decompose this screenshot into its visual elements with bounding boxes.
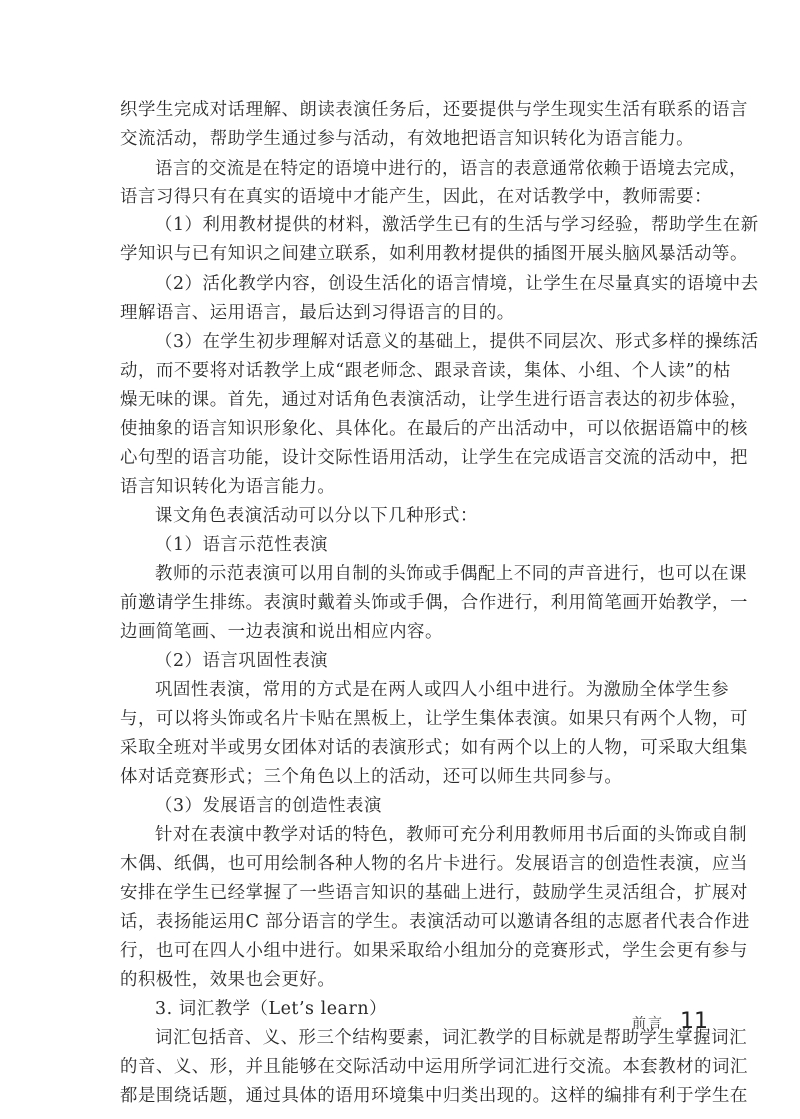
text-line: 安排在学生已经掌握了一些语言知识的基础上进行，鼓励学生灵活组合，扩展对 [120, 883, 748, 903]
text-line: 巩固性表演，常用的方式是在两人或四人小组中进行。为激励全体学生参 [155, 680, 730, 700]
text-line: 学知识与已有知识之间建立联系，如利用教材提供的插图开展头脑风暴活动等。 [120, 244, 748, 264]
subheading: （3）发展语言的创造性表演 [155, 796, 382, 816]
section-heading: 3. 词汇教学（Let’s learn） [155, 999, 388, 1019]
text-line: 话，表扬能运用C 部分语言的学生。表演活动可以邀请各组的志愿者代表合作进 [120, 912, 750, 932]
subheading: （1）语言示范性表演 [155, 535, 329, 555]
text-line: 行，也可在四人小组中进行。如果采取给小组加分的竞赛形式，学生会更有参与 [120, 941, 748, 961]
text-line: 木偶、纸偶，也可用绘制各种人物的名片卡进行。发展语言的创造性表演，应当 [120, 854, 748, 874]
subheading: （2）语言巩固性表演 [155, 651, 329, 671]
text-line: 理解语言、运用语言，最后达到习得语言的目的。 [120, 303, 515, 323]
text-line: 体对话竞赛形式；三个角色以上的活动，还可以师生共同参与。 [120, 767, 623, 787]
text-line: 语言的交流是在特定的语境中进行的，语言的表意通常依赖于语境去完成， [155, 159, 748, 179]
text-line: 语言知识转化为语言能力。 [120, 477, 336, 497]
text-line: 都是围绕话题，通过具体的语用环境集中归类出现的。这样的编排有利于学生在 [120, 1086, 748, 1106]
text-line: 边画简笔画、一边表演和说出相应内容。 [120, 622, 443, 642]
text-line: 使抽象的语言知识形象化、具体化。在最后的产出活动中，可以依据语篇中的核 [120, 419, 748, 439]
text-line: （3）在学生初步理解对话意义的基础上，提供不同层次、形式多样的操练活 [155, 332, 759, 352]
text-line: 教师的示范表演可以用自制的头饰或手偶配上不同的声音进行，也可以在课 [155, 564, 748, 584]
text-line: 燥无味的课。首先，通过对话角色表演活动，让学生进行语言表达的初步体验， [120, 390, 748, 410]
text-line: 的积极性，效果也会更好。 [120, 970, 336, 990]
section-label: 前言 [632, 1016, 664, 1032]
text-line: 动，而不要将对话教学上成“跟老师念、跟录音读，集体、小组、个人读”的枯 [120, 361, 731, 381]
text-line: 语言习得只有在真实的语境中才能产生，因此，在对话教学中，教师需要： [120, 187, 713, 207]
text-line: （1）利用教材提供的材料，激活学生已有的生活与学习经验，帮助学生在新 [155, 215, 759, 235]
text-line: 与，可以将头饰或名片卡贴在黑板上，让学生集体表演。如果只有两个人物，可 [120, 709, 748, 729]
page-number: 11 [680, 1009, 708, 1034]
text-line: 词汇包括音、义、形三个结构要素，词汇教学的目标就是帮助学生掌握词汇 [155, 1028, 748, 1048]
page-footer [632, 1009, 708, 1034]
text-line: 课文角色表演活动可以分以下几种形式： [155, 506, 478, 526]
text-line: 的音、义、形，并且能够在交际活动中运用所学词汇进行交流。本套教材的词汇 [120, 1057, 748, 1077]
text-line: 心句型的语言功能，设计交际性语用活动，让学生在完成语言交流的活动中，把 [120, 448, 748, 468]
text-line: 针对在表演中教学对话的特色，教师可充分利用教师用书后面的头饰或自制 [155, 825, 748, 845]
text-line: 前邀请学生排练。表演时戴着头饰或手偶，合作进行，利用简笔画开始教学，一 [120, 593, 748, 613]
text-line: 交流活动，帮助学生通过参与活动，有效地把语言知识转化为语言能力。 [120, 129, 695, 149]
text-line: 采取全班对半或男女团体对话的表演形式；如有两个以上的人物，可采取大组集 [120, 738, 748, 758]
text-line: （2）活化教学内容，创设生活化的语言情境，让学生在尽量真实的语境中去 [155, 274, 759, 294]
text-line: 织学生完成对话理解、朗读表演任务后，还要提供与学生现实生活有联系的语言 [120, 100, 748, 120]
